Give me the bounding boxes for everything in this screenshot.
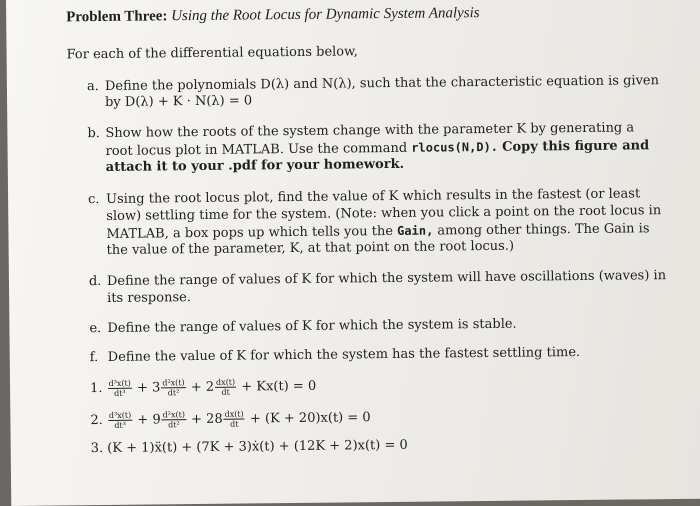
- item-emphasis: attach it to your .pdf for your homework.: [105, 156, 405, 175]
- fraction-numerator: dx(t): [215, 377, 236, 387]
- item-label: a.: [86, 79, 99, 95]
- item-text: Show how the roots of the system change with the parameter K by generating a: [105, 120, 635, 141]
- equation-label: 2.: [90, 413, 103, 429]
- item-text: Define the value of K for which the system has the fastest settling time.: [107, 345, 581, 365]
- fraction-denominator: dt³: [114, 388, 126, 398]
- equation-operator: + 28: [191, 411, 223, 428]
- equation-3: [91, 438, 408, 457]
- fraction-denominator: dt²: [167, 388, 180, 398]
- fraction-numerator: dx(t): [224, 409, 244, 419]
- matlab-gain-label: Gain,: [397, 223, 434, 238]
- equation-2: [90, 408, 370, 430]
- derivative-term: [224, 410, 245, 429]
- fraction-denominator: dt: [230, 419, 239, 429]
- fraction-numerator: d³x(t): [108, 378, 131, 388]
- item-emphasis: Copy this figure and: [502, 138, 650, 155]
- matlab-command: rlocus(N,D).: [411, 139, 499, 155]
- item-text: slow) settling time for the system. (Note: when you click a point on the root locus in: [106, 203, 662, 224]
- item-label: d.: [88, 274, 102, 290]
- item-label: b.: [87, 126, 100, 142]
- fraction-numerator: d³x(t): [108, 410, 132, 420]
- item-text: Define the range of values of K for which the system will have oscillations (waves) in: [106, 268, 667, 289]
- fraction-denominator: dt²: [168, 420, 180, 430]
- homework-page: [6, 0, 700, 506]
- equation-operator: + 9: [137, 412, 161, 428]
- item-text: MATLAB, a box pops up which tells you the: [106, 223, 394, 242]
- item-text: its response.: [107, 290, 192, 306]
- derivative-term: [162, 410, 186, 429]
- equation-1: [90, 377, 316, 398]
- item-label: f.: [89, 350, 99, 366]
- item-text: Define the polynomials D(λ) and N(λ), such that the characteristic equation is given: [104, 73, 660, 94]
- equation-label: 1.: [89, 381, 103, 397]
- item-text: by D(λ) + K · N(λ) = 0: [104, 93, 253, 110]
- equation-label: 3.: [90, 441, 104, 457]
- fraction-denominator: dt: [221, 387, 230, 397]
- derivative-term: [108, 379, 132, 398]
- equation-operator: + 2: [190, 379, 215, 396]
- item-text: the value of the parameter, K, at that point on the root locus.): [106, 238, 515, 258]
- equation-body: (K + 1)ẍ(t) + (7K + 3)ẋ(t) + (12K + 2)x(t) = 0: [107, 437, 408, 456]
- item-text: root locus plot in MATLAB. Use the command: [105, 140, 408, 159]
- intro-text: For each of the differential equations below,: [66, 44, 358, 63]
- equation-operator: + 3: [136, 380, 161, 396]
- equation-tail: + Kx(t) = 0: [241, 378, 317, 395]
- derivative-term: [108, 411, 132, 430]
- fraction-numerator: d²x(t): [162, 378, 185, 388]
- item-label: c.: [88, 192, 100, 208]
- problem-title-subtitle: Using the Root Locus for Dynamic System Analysis: [171, 5, 480, 25]
- item-label: e.: [89, 321, 102, 337]
- item-text: among other things. The Gain is: [437, 221, 650, 239]
- item-text: Using the root locus plot, find the value of K which results in the fastest (or least: [106, 186, 641, 207]
- problem-title-prefix: Problem Three:: [66, 8, 168, 26]
- derivative-term: [161, 378, 185, 397]
- fraction-numerator: d²x(t): [162, 410, 185, 420]
- item-text: Define the range of values of K for which the system is stable.: [107, 316, 517, 336]
- problem-title: [66, 5, 480, 25]
- fraction-denominator: dt³: [114, 420, 126, 430]
- equation-tail: + (K + 20)x(t) = 0: [249, 410, 371, 427]
- derivative-term: [215, 378, 236, 397]
